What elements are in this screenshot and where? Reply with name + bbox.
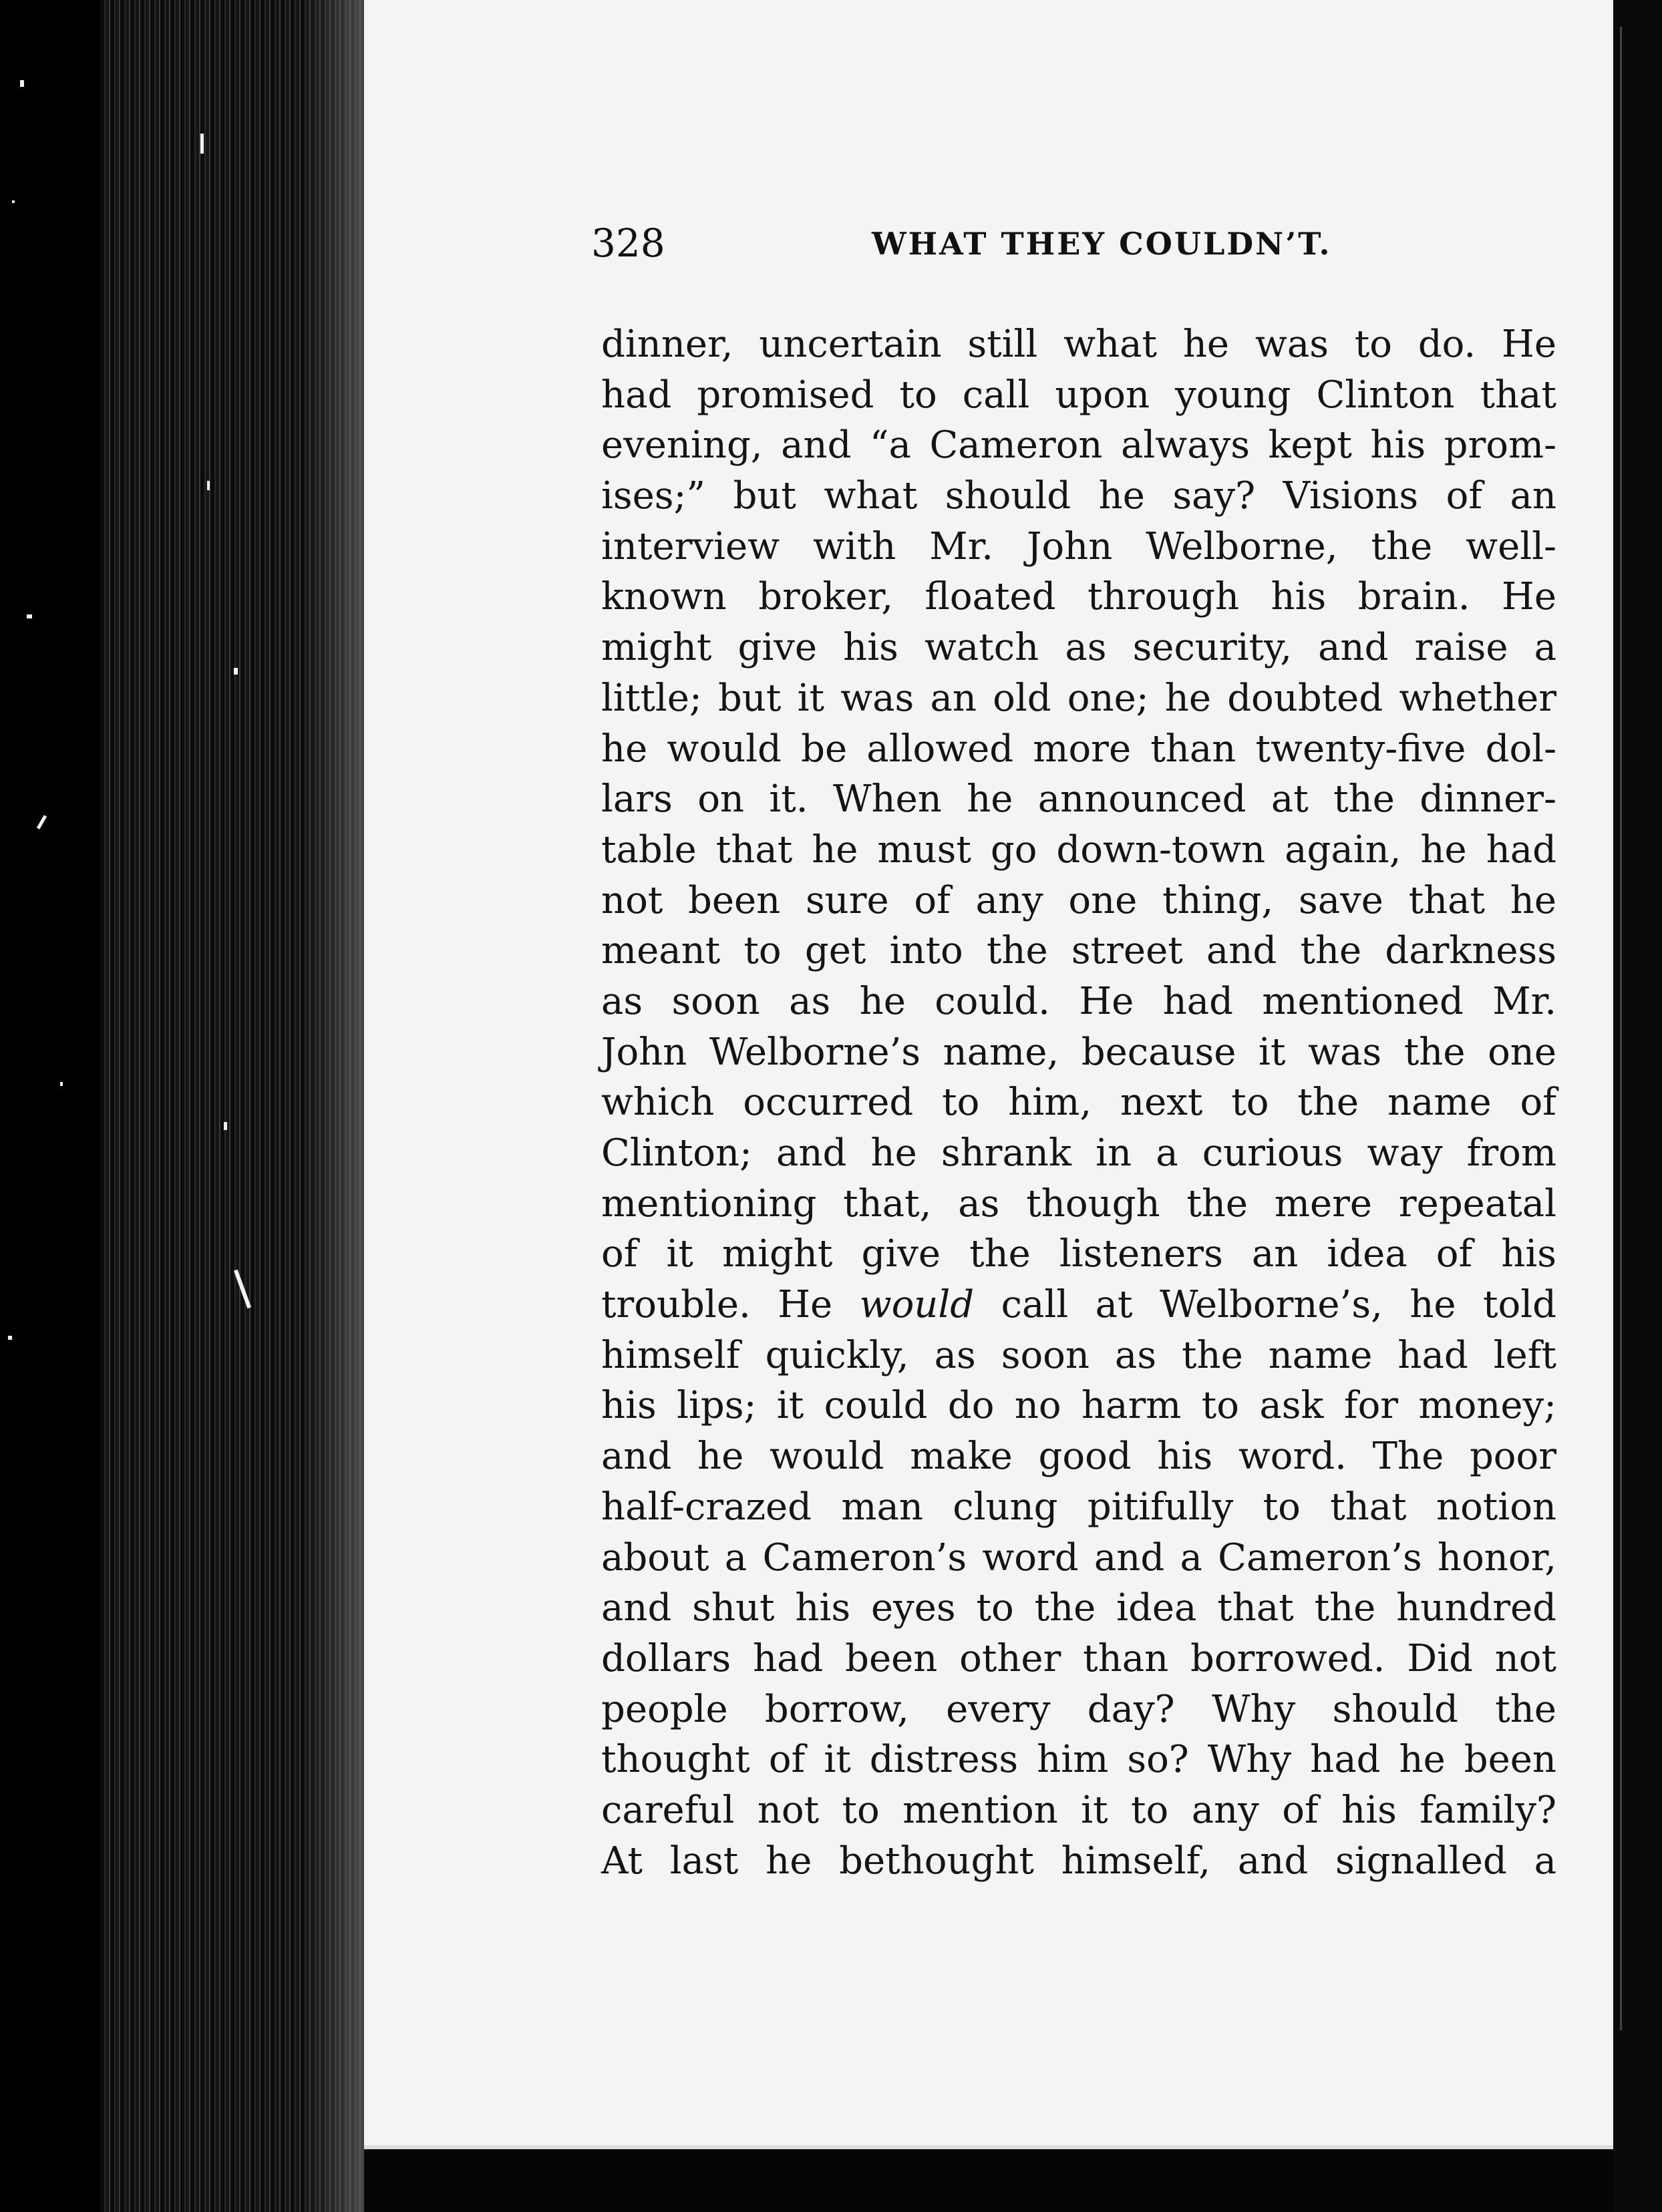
text-line: half-crazed man clung pitifully to that notion — [601, 1485, 1556, 1529]
text-line: had promised to call upon young Clinton that — [601, 373, 1556, 417]
scan-speck — [20, 80, 24, 87]
scan-right-margin — [1613, 0, 1662, 2212]
text-line: lars on it. When he announced at the dinner- — [601, 777, 1556, 821]
text-line: John Welborne’s name, because it was the one — [601, 1030, 1556, 1074]
text-line: and he would make good his word. The poor — [601, 1435, 1556, 1479]
text-line: and shut his eyes to the idea that the hundred — [601, 1586, 1556, 1630]
text-line: mentioning that, as though the mere repeatal — [601, 1181, 1556, 1226]
text-line: table that he must go down-town again, he had — [601, 827, 1556, 872]
body-text — [601, 319, 1556, 1886]
text-line: he would be allowed more than twenty-five dol- — [601, 727, 1556, 771]
binding-edge — [1620, 27, 1649, 2030]
text-line: known broker, floated through his brain. He — [601, 575, 1556, 619]
scan-speck — [12, 200, 15, 203]
text-line: little; but it was an old one; he doubted whether — [601, 676, 1556, 720]
text-line: dinner, uncertain still what he was to do. He — [601, 323, 1556, 366]
text-line: people borrow, every day? Why should the — [601, 1687, 1556, 1731]
text-line: might give his watch as security, and raise a — [601, 626, 1556, 670]
text-line: interview with Mr. John Welborne, the well- — [601, 524, 1556, 568]
book-page-edges — [100, 0, 364, 2212]
text-line: as soon as he could. He had mentioned Mr. — [601, 979, 1556, 1023]
text-line: not been sure of any one thing, save that he — [601, 878, 1556, 922]
text-line: careful not to mention it to any of his family? — [601, 1788, 1556, 1832]
text-line: At last he bethought himself, and signalled a — [601, 1839, 1556, 1883]
scan-speck — [27, 614, 32, 618]
scan-speck — [37, 815, 47, 830]
text-line: meant to get into the street and the darkness — [601, 929, 1556, 973]
text-line: himself quickly, as soon as the name had left — [601, 1333, 1556, 1377]
running-head: WHAT THEY COULDN’T. — [872, 226, 1332, 262]
scan-speck — [224, 1122, 227, 1130]
text-line: which occurred to him, next to the name of — [601, 1081, 1556, 1125]
page-header — [591, 220, 1566, 281]
scan-speck — [234, 1270, 251, 1308]
scan-speck — [200, 134, 204, 154]
text-line: of it might give the listeners an idea of his — [601, 1232, 1556, 1276]
scan-speck — [234, 668, 238, 675]
italic-word: would — [859, 1283, 975, 1327]
text-line: about a Cameron’s word and a Cameron’s honor, — [601, 1535, 1556, 1580]
page-number: 328 — [591, 220, 665, 266]
scan-speck — [8, 1336, 12, 1340]
text-line: ises;” but what should he say? Visions of an — [601, 474, 1556, 518]
text-run: call at Welborne’s, he told — [974, 1283, 1556, 1327]
text-line-with-italic — [601, 1280, 1556, 1330]
text-line: evening, and “a Cameron always kept his prom- — [601, 423, 1556, 468]
scan-speck — [207, 481, 210, 490]
text-run: trouble. He — [601, 1283, 860, 1327]
scan-speck — [60, 1082, 63, 1086]
book-page — [364, 0, 1613, 2149]
text-line: dollars had been other than borrowed. Did not — [601, 1636, 1556, 1680]
text-line: Clinton; and he shrank in a curious way from — [601, 1131, 1556, 1175]
text-line: thought of it distress him so? Why had he been — [601, 1738, 1556, 1782]
text-line: his lips; it could do no harm to ask for money; — [601, 1384, 1556, 1428]
